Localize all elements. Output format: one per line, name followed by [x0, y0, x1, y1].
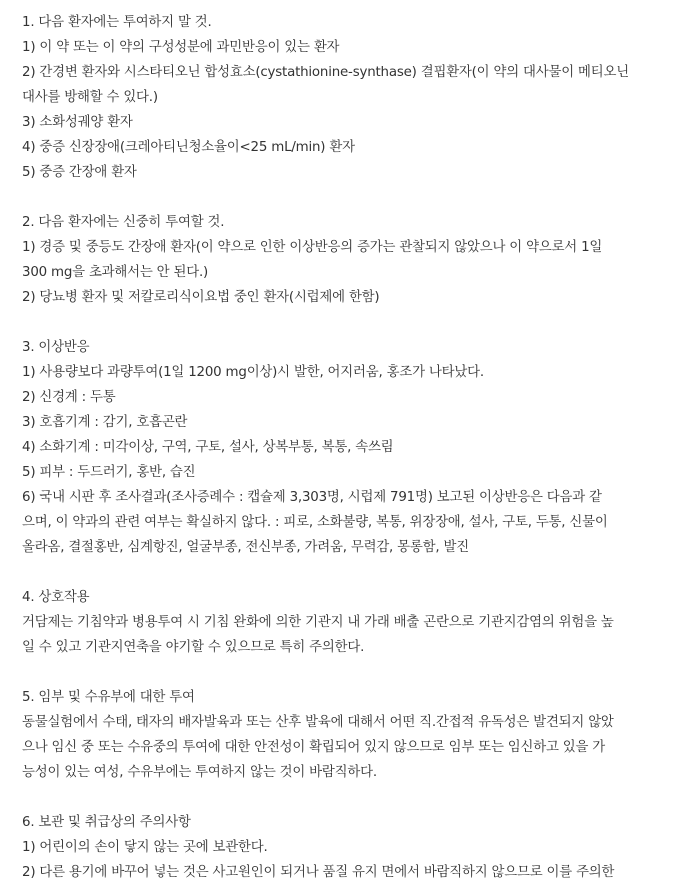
text-line: 2) 다른 용기에 바꾸어 넣는 것은 사고원인이 되거나 품질 유지 면에서 바람직하지 않으므로 이를 주의한	[22, 865, 615, 880]
text-line: 능성이 있는 여성, 수유부에는 투여하지 않는 것이 바람직하다.	[22, 765, 377, 780]
text-line: 4) 소화기계 : 미각이상, 구역, 구토, 설사, 상복부통, 복통, 속쓰림	[22, 440, 394, 455]
section-heading: 4. 상호작용	[22, 590, 90, 605]
text-line: 300 mg을 초과해서는 안 된다.)	[22, 265, 209, 280]
section-gap	[22, 660, 687, 685]
text-line: 2) 간경변 환자와 시스타티오닌 합성효소(cystathionine-synthase) 결핍환자(이 약의 대사물이 메티오닌	[22, 65, 629, 80]
section-gap	[22, 785, 687, 810]
section-gap	[22, 310, 687, 335]
section-4	[22, 585, 687, 660]
section-heading: 6. 보관 및 취급상의 주의사항	[22, 815, 191, 830]
text-line: 3) 소화성궤양 환자	[22, 115, 133, 130]
section-heading: 5. 임부 및 수유부에 대한 투여	[22, 690, 195, 705]
document-body	[22, 10, 687, 885]
text-line: 올라옴, 결절홍반, 심계항진, 얼굴부종, 전신부종, 가려움, 무력감, 몽롱함, 발진	[22, 540, 469, 555]
text-line: 으며, 이 약과의 관련 여부는 확실하지 않다. : 피로, 소화불량, 복통, 위장장애, 설사, 구토, 두통, 신물이	[22, 515, 608, 530]
section-3	[22, 335, 687, 560]
text-line: 으나 임신 중 또는 수유중의 투여에 대한 안전성이 확립되어 있지 않으므로 임부 또는 임신하고 있을 가	[22, 740, 605, 755]
section-6	[22, 810, 687, 885]
section-heading: 3. 이상반응	[22, 340, 90, 355]
text-line: 6) 국내 시판 후 조사결과(조사증례수 : 캡슐제 3,303명, 시럽제 791명) 보고된 이상반응은 다음과 같	[22, 490, 602, 505]
text-line: 2) 신경계 : 두통	[22, 390, 116, 405]
section-heading: 1. 다음 환자에는 투여하지 말 것.	[22, 15, 212, 30]
text-line: 4) 중증 신장장애(크레아티닌청소율이<25 mL/min) 환자	[22, 140, 355, 155]
text-line: 2) 당뇨병 환자 및 저칼로리식이요법 중인 환자(시럽제에 한함)	[22, 290, 380, 305]
text-line: 대사를 방해할 수 있다.)	[22, 90, 158, 105]
text-line: 거담제는 기침약과 병용투여 시 기침 완화에 의한 기관지 내 가래 배출 곤란으로 기관지감염의 위험을 높	[22, 615, 614, 630]
text-line: 1) 어린이의 손이 닿지 않는 곳에 보관한다.	[22, 840, 268, 855]
text-line: 동물실험에서 수태, 태자의 배자발육과 또는 산후 발육에 대해서 어떤 직.간접적 유독성은 발견되지 않았	[22, 715, 614, 730]
section-heading: 2. 다음 환자에는 신중히 투여할 것.	[22, 215, 225, 230]
section-gap	[22, 185, 687, 210]
section-gap	[22, 560, 687, 585]
text-line: 1) 경증 및 중등도 간장애 환자(이 약으로 인한 이상반응의 증가는 관찰되지 않았으나 이 약으로서 1일	[22, 240, 603, 255]
section-5	[22, 685, 687, 785]
text-line: 5) 중증 간장애 환자	[22, 165, 137, 180]
section-2	[22, 210, 687, 310]
text-line: 3) 호흡기계 : 감기, 호흡곤란	[22, 415, 188, 430]
text-line: 1) 사용량보다 과량투여(1일 1200 mg이상)시 발한, 어지러움, 홍조가 나타났다.	[22, 365, 484, 380]
text-line: 일 수 있고 기관지연축을 야기할 수 있으므로 특히 주의한다.	[22, 640, 365, 655]
text-line: 1) 이 약 또는 이 약의 구성성분에 과민반응이 있는 환자	[22, 40, 340, 55]
section-1	[22, 10, 687, 185]
text-line: 5) 피부 : 두드러기, 홍반, 습진	[22, 465, 196, 480]
